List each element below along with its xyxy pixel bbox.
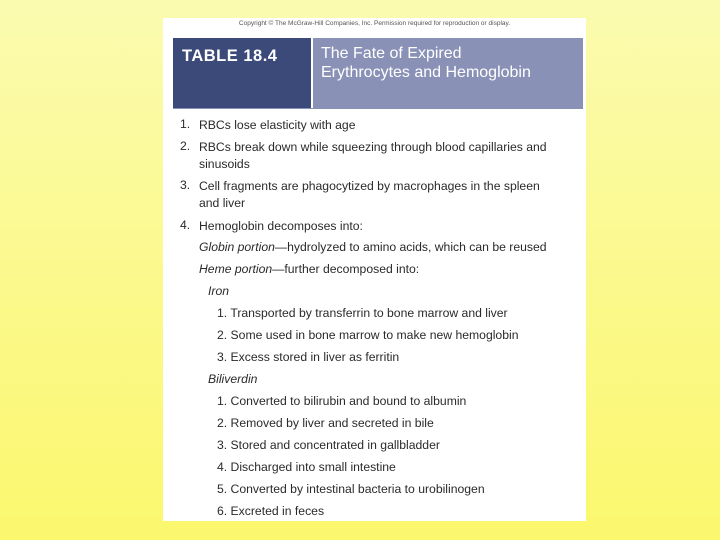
table-title-line-1: The Fate of Expired [321, 45, 462, 62]
list-item-text: sinusoids [199, 157, 250, 171]
biliverdin-step-3: 3. Stored and concentrated in gallbladder [217, 438, 440, 452]
table-body [173, 108, 583, 519]
list-item-text: RBCs break down while squeezing through blood capillaries and [199, 140, 547, 154]
heme-line [199, 262, 419, 276]
biliverdin-label: Biliverdin [208, 372, 258, 386]
biliverdin-step-2: 2. Removed by liver and secreted in bile [217, 416, 434, 430]
biliverdin-step-1: 1. Converted to bilirubin and bound to albumin [217, 394, 467, 408]
list-item-text: and liver [199, 196, 246, 210]
globin-text: —hydrolyzed to amino acids, which can be reused [274, 240, 547, 254]
list-item-text: Cell fragments are phagocytized by macrophages in the spleen [199, 179, 540, 193]
list-item-number: 1. [180, 117, 191, 131]
table-title-line-2: Erythrocytes and Hemoglobin [321, 64, 531, 81]
slide-card [163, 18, 586, 521]
globin-label: Globin portion [199, 240, 275, 254]
biliverdin-step-5: 5. Converted by intestinal bacteria to urobilinogen [217, 482, 485, 496]
table-title [313, 38, 583, 108]
list-item-number: 2. [180, 139, 191, 153]
biliverdin-step-6: 6. Excreted in feces [217, 504, 325, 518]
table-header [173, 38, 583, 108]
iron-step-3: 3. Excess stored in liver as ferritin [217, 350, 400, 364]
globin-line [199, 240, 547, 254]
list-item-number: 4. [180, 218, 191, 232]
table-number: TABLE 18.4 [173, 38, 313, 108]
list-item-number: 3. [180, 178, 191, 192]
biliverdin-step-4: 4. Discharged into small intestine [217, 460, 396, 474]
list-item-text: RBCs lose elasticity with age [199, 118, 356, 132]
iron-step-2: 2. Some used in bone marrow to make new hemoglobin [217, 328, 519, 342]
heme-text: —further decomposed into: [272, 262, 420, 276]
list-item-text: Hemoglobin decomposes into: [199, 219, 363, 233]
copyright-notice: Copyright © The McGraw-Hill Companies, Inc. Permission required for reproduction or display. [238, 20, 511, 27]
iron-step-1: 1. Transported by transferrin to bone marrow and liver [217, 306, 508, 320]
heme-label: Heme portion [199, 262, 273, 276]
iron-label: Iron [208, 284, 230, 298]
